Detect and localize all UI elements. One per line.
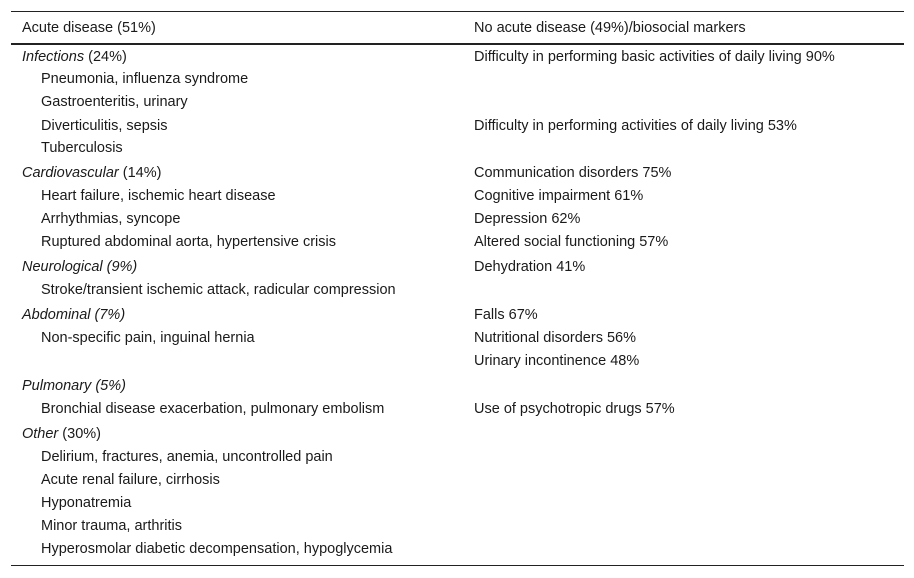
header-col-no-acute-disease: No acute disease (49%)/biosocial markers xyxy=(474,20,746,36)
marker-item: Falls 67% xyxy=(474,307,538,323)
table-top-rule xyxy=(11,11,904,12)
list-item: Arrhythmias, syncope xyxy=(41,211,181,227)
list-item: Ruptured abdominal aorta, hypertensive crisis xyxy=(41,234,336,250)
group-heading-infections: Infections (24%) xyxy=(22,49,127,65)
marker-item: Cognitive impairment 61% xyxy=(474,188,644,204)
list-item: Diverticulitis, sepsis xyxy=(41,118,168,134)
group-heading-other: Other (30%) xyxy=(22,426,101,442)
table-bottom-rule xyxy=(11,565,904,566)
marker-item: Urinary incontinence 48% xyxy=(474,353,640,369)
list-item: Minor trauma, arthritis xyxy=(41,518,183,534)
list-item: Non-specific pain, inguinal hernia xyxy=(41,330,255,346)
table-header-rule xyxy=(11,43,904,45)
marker-item: Depression 62% xyxy=(474,211,581,227)
group-heading-pulmonary: Pulmonary (5%) xyxy=(22,378,126,394)
marker-item: Difficulty in performing activities of daily living 53% xyxy=(474,118,797,134)
marker-item: Use of psychotropic drugs 57% xyxy=(474,401,675,417)
list-item: Hyponatremia xyxy=(41,495,132,511)
list-item: Hyperosmolar diabetic decompensation, hypoglycemia xyxy=(41,541,393,557)
group-heading-cardiovascular: Cardiovascular (14%) xyxy=(22,165,162,181)
list-item: Bronchial disease exacerbation, pulmonary embolism xyxy=(41,401,385,417)
list-item: Pneumonia, influenza syndrome xyxy=(41,71,249,87)
list-item: Delirium, fractures, anemia, uncontrolled pain xyxy=(41,449,333,465)
list-item: Acute renal failure, cirrhosis xyxy=(41,472,220,488)
marker-item: Difficulty in performing basic activities of daily living 90% xyxy=(474,49,835,65)
marker-item: Communication disorders 75% xyxy=(474,165,672,181)
data-table xyxy=(11,11,904,566)
list-item: Heart failure, ischemic heart disease xyxy=(41,188,276,204)
group-heading-abdominal: Abdominal (7%) xyxy=(22,307,126,323)
marker-item: Nutritional disorders 56% xyxy=(474,330,636,346)
list-item: Gastroenteritis, urinary xyxy=(41,94,188,110)
list-item: Stroke/transient ischemic attack, radicular compression xyxy=(41,282,396,298)
marker-item: Dehydration 41% xyxy=(474,259,586,275)
group-heading-neurological: Neurological (9%) xyxy=(22,259,138,275)
marker-item: Altered social functioning 57% xyxy=(474,234,669,250)
header-col-acute-disease: Acute disease (51%) xyxy=(22,20,156,36)
list-item: Tuberculosis xyxy=(41,140,123,156)
